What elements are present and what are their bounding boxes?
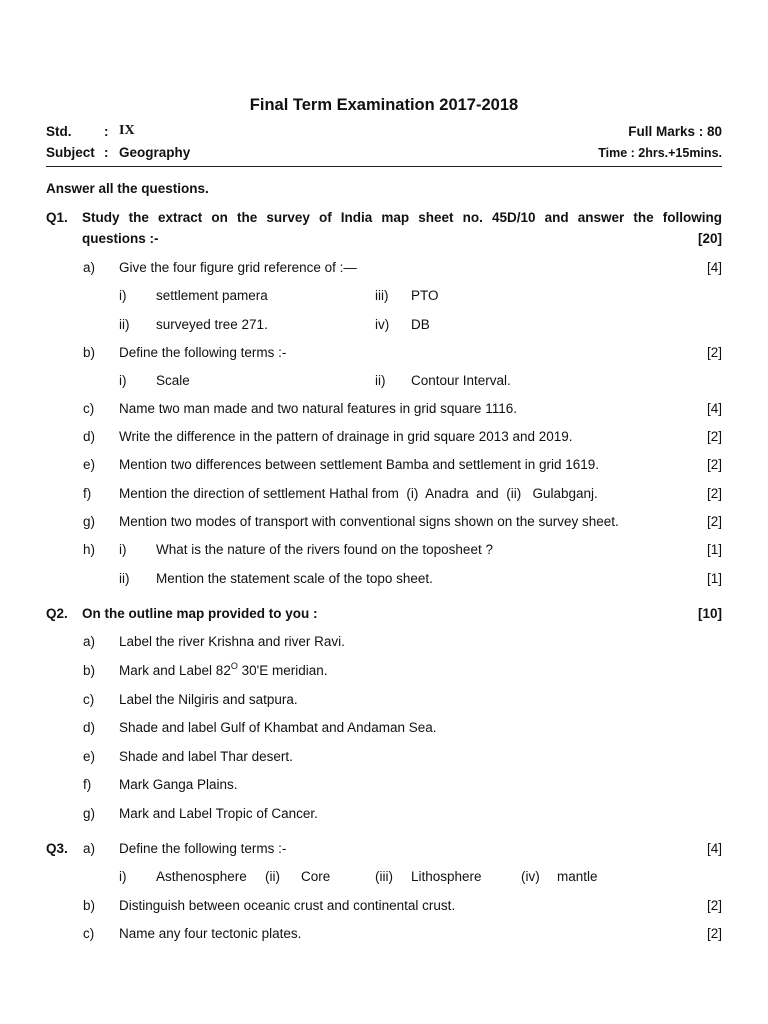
q1b-i-label: i) [119,373,127,388]
q2f-text: Mark Ganga Plains. [119,777,238,792]
q2e-text: Shade and label Thar desert. [119,749,293,764]
q3a-iii-label: (iii) [375,869,393,884]
q3a-iv-text: mantle [557,869,598,884]
std-value: IX [119,123,135,138]
q3a-ii-label: (ii) [265,869,280,884]
q1-text-line1: Study the extract on the survey of India map sheet no. 45D/10 and answer the following [82,210,722,225]
q1c-text: Name two man made and two natural features in grid square 1116. [119,401,517,416]
subject-separator: : [104,145,109,160]
q2d-text: Shade and label Gulf of Khambat and Andaman Sea. [119,720,437,735]
q2-text: On the outline map provided to you : [82,606,318,621]
q3c-marks: [2] [706,926,722,941]
q1d-label: d) [83,429,96,444]
q1h-i-text: What is the nature of the rivers found on the toposheet ? [156,542,493,557]
q2b-text: Mark and Label $82^O$ 30'E meridian. [119,660,328,678]
q1a-ii-label: ii) [119,317,130,332]
q1c-label: c) [83,401,95,416]
q1h-i-label: i) [119,542,127,557]
q2c-text: Label the Nilgiris and satpura. [119,692,298,707]
q3-number: Q3. [46,841,68,856]
q1b-marks: [2] [706,345,722,360]
instruction: Answer all the questions. [46,181,209,196]
q3a-iii-text: Lithosphere [411,869,482,884]
q1b-text: Define the following terms :- [119,345,287,360]
q1h-ii-label: ii) [119,571,130,586]
q2a-text: Label the river Krishna and river Ravi. [119,634,345,649]
q1e-marks: [2] [706,457,722,472]
full-marks: Full Marks : 80 [628,124,722,139]
q1b-label: b) [83,345,96,360]
q3c-text: Name any four tectonic plates. [119,926,302,941]
q1a-text: Give the four figure grid reference of :— [119,260,357,275]
q1a-iv-label: iv) [375,317,390,332]
q1e-label: e) [83,457,96,472]
q1a-marks: [4] [706,260,722,275]
q1d-text: Write the difference in the pattern of drainage in grid square 2013 and 2019. [119,429,573,444]
q3b-text: Distinguish between oceanic crust and continental crust. [119,898,456,913]
time-allowed: Time : 2hrs.+15mins. [598,146,722,160]
subject-value: Geography [119,145,191,160]
q2-number: Q2. [46,606,68,621]
q1f-label: f) [83,486,92,501]
q1h-i-marks: [1] [706,542,722,557]
q2c-label: c) [83,692,95,707]
q3a-text: Define the following terms :- [119,841,287,856]
q1a-iii-text: PTO [411,288,439,303]
q1-marks: [20] [697,231,722,246]
q3c-label: c) [83,926,95,941]
q3a-i-text: Asthenosphere [156,869,247,884]
exam-title: Final Term Examination 2017-2018 [249,96,519,114]
q1f-text: Mention the direction of settlement Hathal from (i) Anadra and (ii) Gulabganj. [119,486,598,501]
q3b-marks: [2] [706,898,722,913]
q1h-label: h) [83,542,96,557]
q1a-iv-text: DB [411,317,430,332]
q1c-marks: [4] [706,401,722,416]
q1g-label: g) [83,514,96,529]
q1g-marks: [2] [706,514,722,529]
q1b-ii-label: ii) [375,373,386,388]
q1a-i-label: i) [119,288,127,303]
q1f-marks: [2] [706,486,722,501]
q1e-text: Mention two differences between settlement Bamba and settlement in grid 1619. [119,457,600,472]
q3a-ii-text: Core [301,869,331,884]
q2a-label: a) [83,634,96,649]
std-label: Std. [46,124,72,139]
q1-number: Q1. [46,210,68,225]
q2b-label: b) [83,663,96,678]
std-separator: : [104,124,109,139]
q1a-i-text: settlement pamera [156,288,268,303]
q3a-label: a) [83,841,96,856]
subject-label: Subject [46,145,95,160]
q1a-ii-text: surveyed tree 271. [156,317,268,332]
q1b-ii-text: Contour Interval. [411,373,511,388]
q1d-marks: [2] [706,429,722,444]
q3b-label: b) [83,898,96,913]
header-divider [46,166,722,167]
q3a-iv-label: (iv) [521,869,540,884]
q2e-label: e) [83,749,96,764]
q1b-i-text: Scale [156,373,190,388]
q1g-text: Mention two modes of transport with conventional signs shown on the survey sheet. [119,514,619,529]
q1h-ii-text: Mention the statement scale of the topo sheet. [156,571,433,586]
q1a-label: a) [83,260,96,275]
q2-marks: [10] [697,606,722,621]
q2g-label: g) [83,806,96,821]
degree-superscript: O [230,660,238,671]
q2d-label: d) [83,720,96,735]
q2g-text: Mark and Label Tropic of Cancer. [119,806,318,821]
q2f-label: f) [83,777,92,792]
q3a-i-label: i) [119,869,127,884]
q3a-marks: [4] [706,841,722,856]
q1-text-line2: questions :- [82,231,159,246]
q1a-iii-label: iii) [375,288,389,303]
q1h-ii-marks: [1] [706,571,722,586]
